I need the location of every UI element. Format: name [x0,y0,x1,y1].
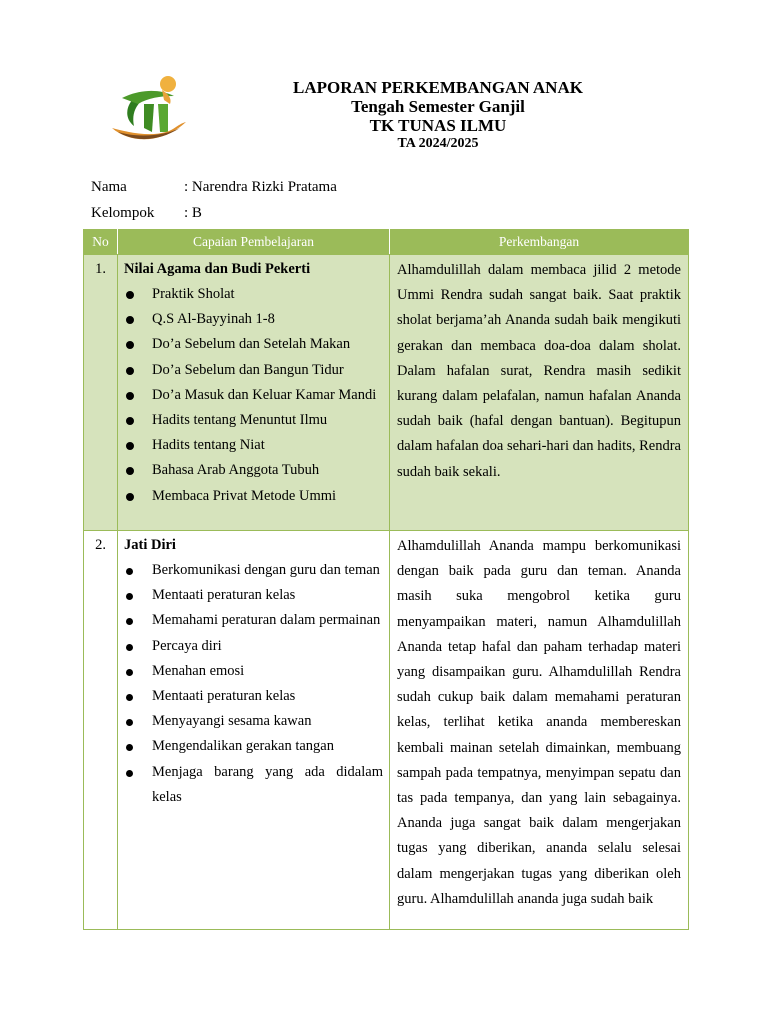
report-title: LAPORAN PERKEMBANGAN ANAK [293,78,583,97]
development-text: Alhamdulillah dalam membaca jilid 2 metode Ummi Rendra sudah sangat baik. Saat praktik sholat berjama’ah Ananda sudah baik mengikuti gerakan dan membaca doa-doa dalam sholat. Dalam hafalan surat, Rendra masih sedikit kurang dalam pelafalan, namun hafalan Ananda sudah baik (hafal dengan bantuan). Begitupun dalam hafalan doa sehari-hari dan hadits, Rendra sudah baik sekali. [390,255,689,531]
development-text: Alhamdulillah Ananda mampu berkomunikasi dengan baik pada guru dan teman. Ananda masih suka mengobrol ketika guru menyampaikan materi, namun Alhamdulillah Ananda tetap hafal dan paham terhadap materi yang disampaikan guru. Alhamdulillah Rendra sudah cukup baik dalam memahami peraturan kelas, terlihat ketika ananda membereskan kembali mainan setelah dimainkan, membuang sampah pada tempatnya, menyimpan sepatu dan tas pada tempanya, dan yang lain sebagainya. Ananda juga sangat baik dalam mengerjakan tugas yang diberikan, ananda selalu selesai dalam mengerjakan tugas yang diberikan oleh guru. Alhamdulillah ananda juga sudah baik [390,531,689,930]
list-item: Menjaga barang yang ada didalam kelas [124,760,383,810]
table-row [84,255,689,531]
list-item: Memahami peraturan dalam permainan [124,608,383,633]
learning-outcomes-cell [118,531,390,930]
school-name: TK TUNAS ILMU [369,116,507,135]
report-subtitle: Tengah Semester Ganjil [351,97,525,116]
outcome-title: Jati Diri [124,537,176,553]
outcome-list [124,282,383,509]
list-item: Berkomunikasi dengan guru dan teman [124,558,383,583]
table-row [84,531,689,930]
list-item: Menahan emosi [124,659,383,684]
name-value: : Narendra Rizki Pratama [184,179,337,195]
tunas-ilmu-logo-icon [108,70,192,146]
list-item: Do’a Sebelum dan Bangun Tidur [124,358,383,383]
list-item: Do’a Sebelum dan Setelah Makan [124,332,383,357]
header-no: No [84,230,118,255]
header-development: Perkembangan [390,230,689,255]
list-item: Mengendalikan gerakan tangan [124,734,383,759]
group-label: Kelompok [91,205,155,221]
name-label: Nama [91,179,127,195]
outcome-list [124,558,383,810]
row-number: 1. [84,255,118,531]
list-item: Hadits tentang Niat [124,433,383,458]
outcome-title: Nilai Agama dan Budi Pekerti [124,261,311,277]
list-item: Menyayangi sesama kawan [124,709,383,734]
list-item: Mentaati peraturan kelas [124,583,383,608]
list-item: Q.S Al-Bayyinah 1-8 [124,307,383,332]
header-learning-outcomes: Capaian Pembelajaran [118,230,390,255]
list-item: Bahasa Arab Anggota Tubuh [124,458,383,483]
list-item: Membaca Privat Metode Ummi [124,484,383,509]
school-logo [108,70,192,146]
row-number: 2. [84,531,118,930]
list-item: Percaya diri [124,634,383,659]
list-item: Praktik Sholat [124,282,383,307]
report-header [230,78,646,153]
academic-year: TA 2024/2025 [397,136,479,151]
list-item: Mentaati peraturan kelas [124,684,383,709]
group-value: : B [184,205,202,221]
list-item: Hadits tentang Menuntut Ilmu [124,408,383,433]
learning-outcomes-cell [118,255,390,531]
development-report-table [83,229,689,930]
list-item: Do’a Masuk dan Keluar Kamar Mandi [124,383,383,408]
table-header-row [84,230,689,255]
